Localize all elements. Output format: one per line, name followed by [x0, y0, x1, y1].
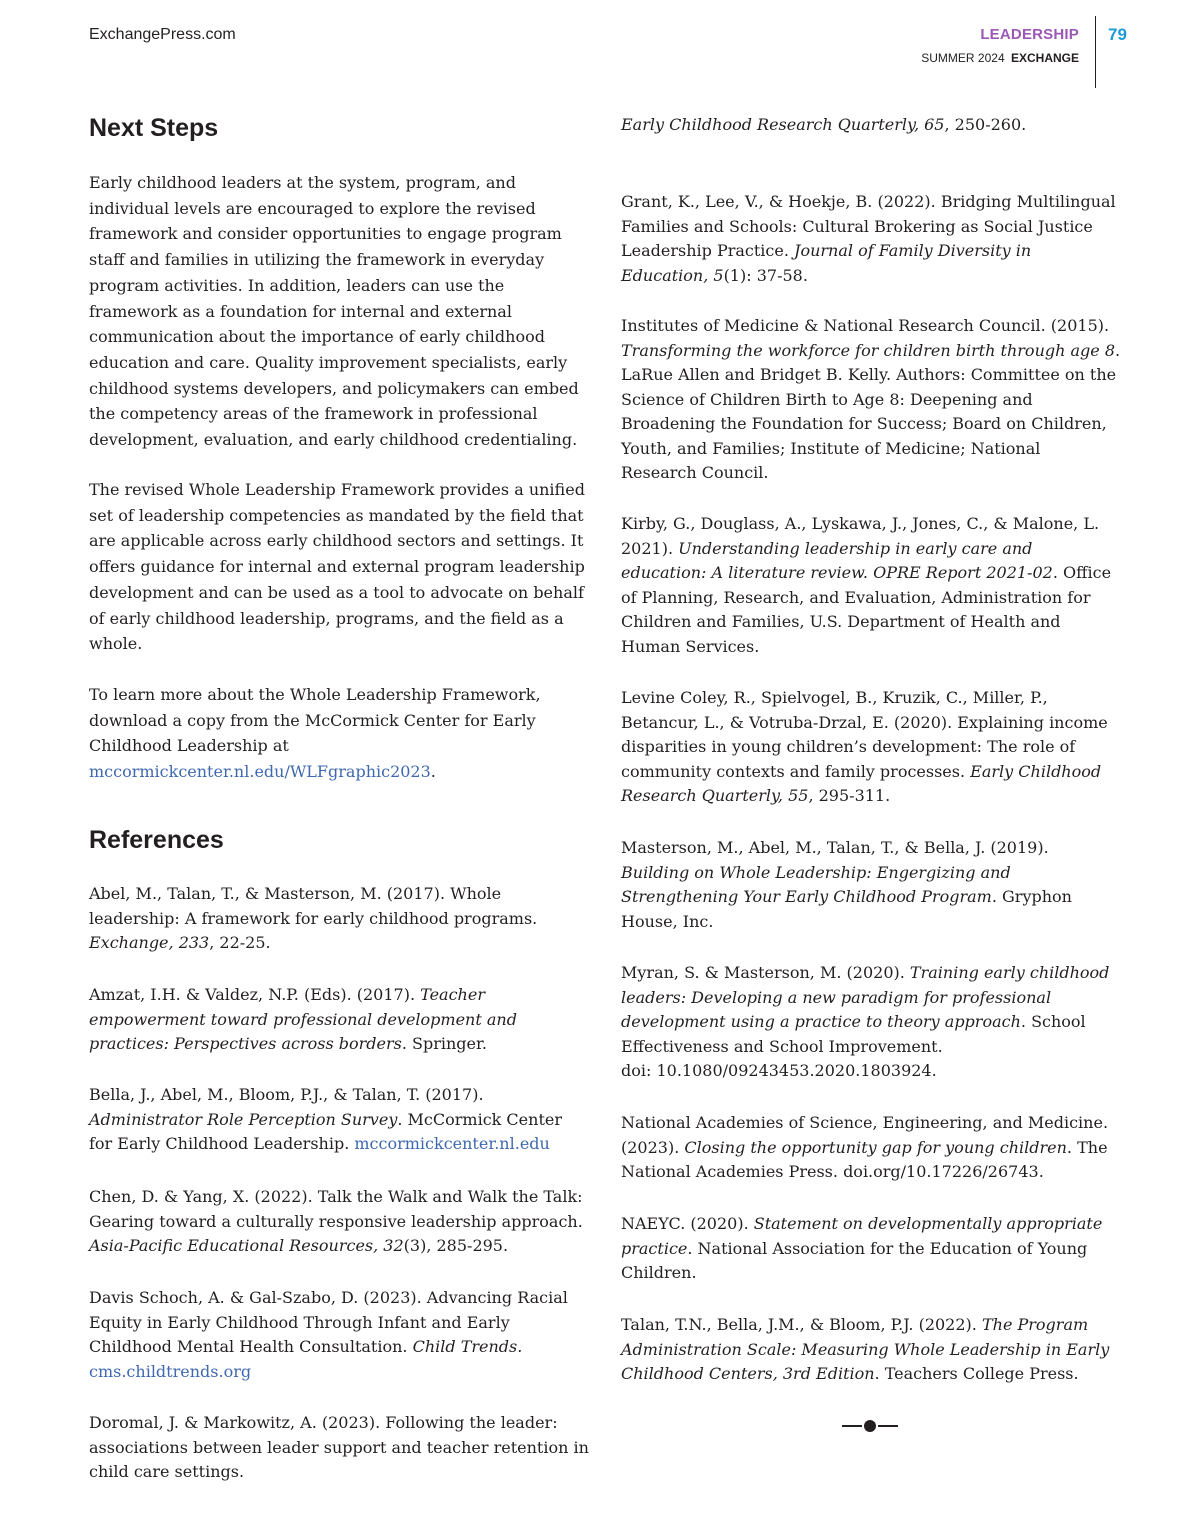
reference-myran: Myran, S. & Masterson, M. (2020). Training early childhood leaders: Developing a new paradigm for professional development using a practice to theory approach. School Effectiveness and School Improvement. doi: 10.1080/09243453.2020.1803924. — [621, 963, 1110, 1080]
reference-bella: Bella, J., Abel, M., Bloom, P.J., & Talan, T. (2017). Administrator Role Perception Survey. McCormick Center for Early Childhood Leadership. mccormickcenter.nl.edu — [89, 1085, 562, 1153]
magazine-name: EXCHANGE — [1010, 51, 1079, 65]
next-steps-paragraph-1: Early childhood leaders at the system, program, and individual levels are encouraged to explore the revised framework and consider opportunities to engage program staff and families in utilizing the framework in everyday program activities. In addition, leaders can use the framework as a foundation for internal and external communication about the importance of early childhood education and care. Quality improvement specialists, early childhood systems developers, and policymakers can embed the competency areas of the framework in professional development, evaluation, and early childhood credentialing. — [89, 173, 579, 450]
wlf-graphic-link[interactable]: mccormickcenter.nl.edu/WLFgraphic2023 — [89, 762, 431, 782]
reference-grant: Grant, K., Lee, V., & Hoekje, B. (2022). Bridging Multilingual Families and Schools: Cultural Brokering as Social Justice Leadership Practice. Journal of Family Diversity in Education, 5(1): 37-58. — [621, 192, 1116, 285]
issue-date: SUMMER 2024 — [921, 51, 1005, 65]
header-divider — [1095, 16, 1096, 88]
reference-abel: Abel, M., Talan, T., & Masterson, M. (2017). Whole leadership: A framework for early childhood programs. Exchange, 233, 22-25. — [89, 884, 538, 952]
section-label: LEADERSHIP — [980, 26, 1079, 43]
reference-talan: Talan, T.N., Bella, J.M., & Bloom, P.J. (2022). The Program Administration Scale: Measuring Whole Leadership in Early Childhood Centers, 3rd Edition. Teachers College Press. — [621, 1315, 1110, 1383]
mccormick-link[interactable]: mccormickcenter.nl.edu — [354, 1134, 550, 1153]
next-steps-heading: Next Steps — [89, 114, 219, 142]
childtrends-link[interactable]: cms.childtrends.org — [89, 1361, 252, 1381]
reference-masterson: Masterson, M., Abel, M., Talan, T., & Bella, J. (2019). Building on Whole Leadership: Engergizing and Strengthening Your Early Childhood Program. Gryphon House, Inc. — [621, 838, 1072, 931]
reference-nas: National Academies of Science, Engineering, and Medicine. (2023). Closing the opportunity gap for young children. The National Academies Press. doi.org/10.17226/26743. — [621, 1113, 1109, 1181]
site-url: ExchangePress.com — [89, 26, 236, 43]
reference-amzat: Amzat, I.H. & Valdez, N.P. (Eds). (2017). Teacher empowerment toward professional development and practices: Perspectives across borders. Springer. — [89, 985, 517, 1053]
references-heading: References — [89, 826, 224, 854]
page-number: 79 — [1108, 25, 1127, 44]
next-steps-paragraph-2: The revised Whole Leadership Framework provides a unified set of leadership competencies as mandated by the field that are applicable across early childhood sectors and settings. It offers guidance for internal and external program leadership development and can be used as a tool to advocate on behalf of early childhood leadership, programs, and the field as a whole. — [89, 480, 585, 654]
end-of-article-icon — [840, 1416, 900, 1436]
reference-davis: Davis Schoch, A. & Gal-Szabo, D. (2023). Advancing Racial Equity in Early Childhood Through Infant and Early Childhood Mental Health Consultation. Child Trends. cms.childtrends.org — [89, 1288, 568, 1381]
reference-levine: Levine Coley, R., Spielvogel, B., Kruzik, C., Miller, P., Betancur, L., & Votruba-Drzal, E. (2020). Explaining income disparities in young children’s development: The role of community contexts and family processes. Early Childhood Research Quarterly, 55, 295-311. — [621, 688, 1108, 805]
issue-line — [921, 51, 1079, 65]
reference-kirby: Kirby, G., Douglass, A., Lyskawa, J., Jones, C., & Malone, L. 2021). Understanding leadership in early care and education: A literature review. OPRE Report 2021-02. Office of Planning, Research, and Evaluation, Administration for Children and Families, U.S. Department of Health and Human Services. — [621, 514, 1112, 656]
reference-doromal: Doromal, J. & Markowitz, A. (2023). Following the leader: associations between leader support and teacher retention in child care settings. — [89, 1413, 589, 1481]
reference-iom: Institutes of Medicine & National Research Council. (2015). Transforming the workforce for children birth through age 8. LaRue Allen and Bridget B. Kelly. Authors: Committee on the Science of Children Birth to Age 8: Deepening and Broadening the Foundation for Success; Board on Children, Youth, and Families; Institute of Medicine; National Research Council. — [621, 316, 1121, 482]
reference-naeyc: NAEYC. (2020). Statement on developmentally appropriate practice. National Association for the Education of Young Children. — [621, 1214, 1103, 1282]
reference-doromal-continued: Early Childhood Research Quarterly, 65, 250-260. — [621, 115, 1027, 134]
next-steps-paragraph-3: To learn more about the Whole Leadership Framework, download a copy from the McCormick Center for Early Childhood Leadership at mccormickcenter.nl.edu/WLFgraphic2023. — [89, 685, 541, 782]
reference-chen: Chen, D. & Yang, X. (2022). Talk the Walk and Walk the Talk: Gearing toward a culturally responsive leadership approach. Asia-Pacific Educational Resources, 32(3), 285-295. — [89, 1187, 583, 1255]
